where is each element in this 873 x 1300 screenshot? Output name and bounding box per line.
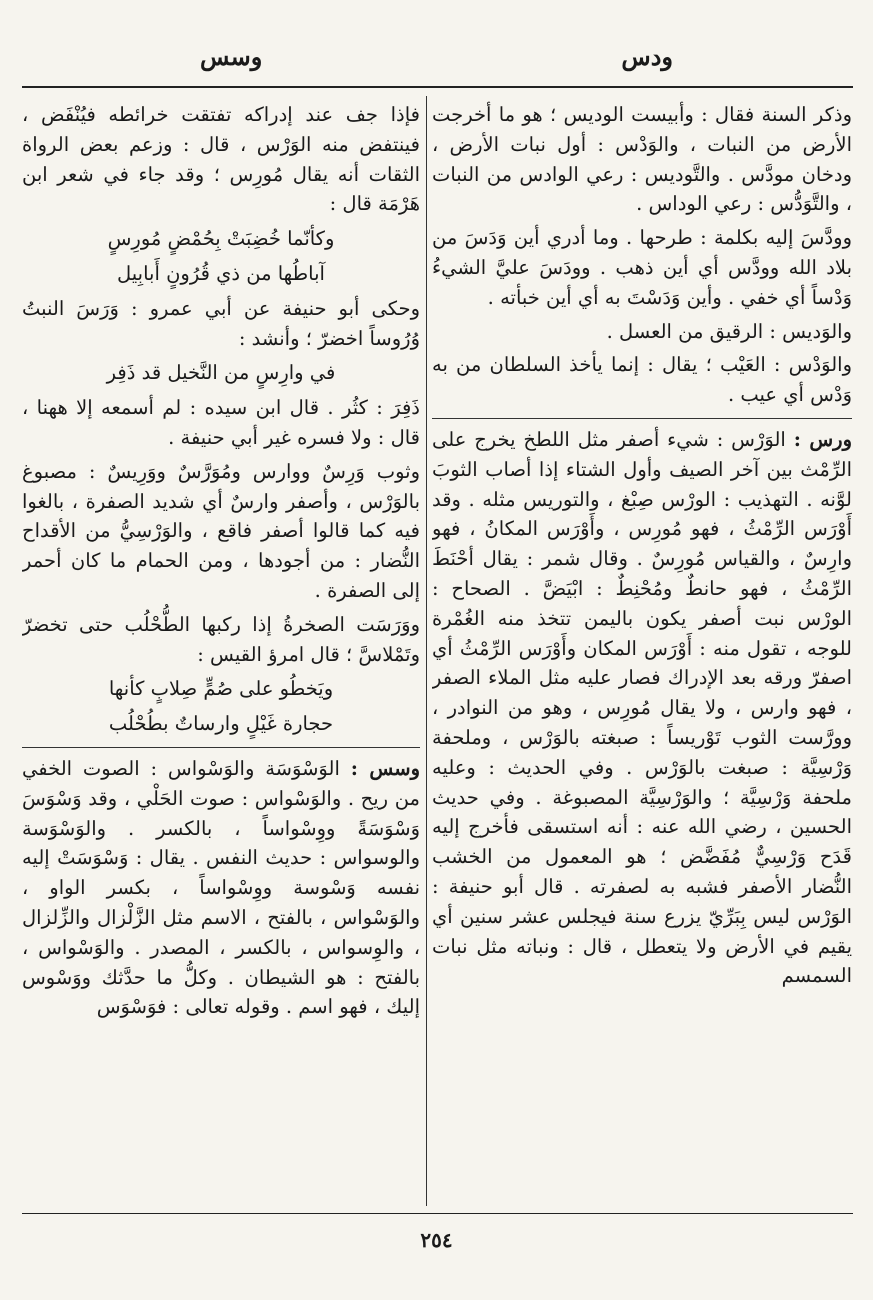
right-column bbox=[432, 100, 852, 1210]
verse-line: آباطُها من ذي قُرُونٍ أَبابِيل bbox=[117, 261, 325, 285]
header-rule bbox=[22, 86, 853, 88]
paragraph: وودَّسَ إليه بكلمة : طرحها . وما أدري أين وَدَسَ من بلاد الله وودَّس أي أين ذهب . وودَسَ عليَّ الشيءُ وَدْساً أي خفي . وأين وَدَسْتَ به أي أين خبأته . bbox=[432, 226, 852, 309]
running-head bbox=[20, 42, 853, 80]
left-column bbox=[22, 100, 420, 1210]
entry-text: الوَسْوَسَة والوَسْواس : الصوت الخفي من ريح . والوَسْواس : صوت الحَلْي ، وقد وَسْوَسَ وَسْوَسَةً ووِسْواساً ، بالكسر . والوَسْوَسة والوسواس : حديث النفس . يقال : وَسْوَسَتْ إليه نفسه وَسْوسة ووِسْواساً ، بكسر الواو ، والوَسْواس ، بالفتح ، الاسم مثل الزَّلْزال والزِّلزال ، والوِسواس ، بالكسر ، المصدر . والوَسْواس ، بالفتح : هو الشيطان . وكلُّ ما حدَّثك ووَسْوس إليك ، فهو اسم . وقوله تعالى : فوَسْوَس bbox=[22, 756, 420, 1019]
paragraph: والوَديس : الرقيق من العسل . bbox=[606, 319, 852, 343]
entry-wrs bbox=[432, 425, 852, 991]
paragraph: ذَفِرَ : كثُر . قال ابن سيده : لم أسمعه إلا ههنا ، قال : ولا فسره غير أبي حنيفة . bbox=[22, 396, 420, 449]
paragraph: وثوب وَرِسٌ ووارس ومُوَرَّسٌ ووَرِيسٌ : مصبوغ بالوَرْس ، وأصفر وارسٌ أي شديد الصفرة ، بالغوا فيه كما قالوا أصفر فاقع ، والوَرْسِيُّ من الأقداح النُّضار : من أجودها ، ومن الحمام ما كان أحمر إلى الصفرة . bbox=[22, 459, 420, 602]
entry-text: الوَرْس : شيء أصفر مثل اللطخ يخرج على الرِّمْث بين آخر الصيف وأول الشتاء إذا أصاب الثوبَ لوَّنه . التهذيب : الورْس صِبْغ ، والتوريس مثله . وقد أَوْرَس الرِّمْثُ ، فهو مُورِس ، وأَوْرَس المكانُ ، فهو وارِسٌ ، والقياس مُورِسٌ . وقال شمر : يقال أحْنَطَ الرِّمْثُ ، فهو حانطٌ ومُحْنِطٌ : ابْيَضَّ . الصحاح : الورْس نبت أصفر يكون باليمن تتخذ منه الغُمْرة للوجه ، تقول منه : أَوْرَس المكان وأَوْرَس الرِّمْثُ أي اصفرّ ورقه بعد الإدراك فصار عليه مثل الملاء الصفر ، فهو وارس ، ولا يقال مُورِس ، وهو من النوادر ، وورَّست الثوب تَوْريساً : صبغته بالوَرْس ، وملحفة وَرْسِيَّة : صبغت بالوَرْس . وفي الحديث : وعليه ملحفة وَرْسِيَّة ؛ والوَرْسِيَّة المصبوغة . وفي حديث الحسين ، رضي الله عنه : أنه استسقى فأخرج إليه قَدَح وَرْسِيٌّ مُفَضَّض ؛ هو المعمول من الخشب النُّضار الأصفر فشبه به لصفرته . قال أبو حنيفة : الوَرْس ليس بِبَرِّيّ يزرع سنة فيجلس عشر سنين أي يقيم في الأرض ولا يتعطل ، قال : ونباته مثل نبات السمسم bbox=[432, 427, 852, 988]
entry-separator bbox=[432, 418, 852, 419]
paragraph: فإذا جف عند إدراكه تفتقت خرائطه فيُنْفَض ، فينتفض منه الوَرْس ، قال : وزعم بعض الرواة الثقات أنه يقال مُورِس ؛ وقد جاء في شعر ابن هَرْمَة قال : bbox=[22, 103, 420, 216]
page-number: ٢٥٤ bbox=[420, 1228, 453, 1252]
paragraph: ووَرَسَت الصخرةُ إذا ركبها الطُّحْلُب حتى تخضرّ وتَمْلاسَّ ؛ قال امرؤ القيس : bbox=[22, 612, 420, 666]
verse-line: حجارة غَيْلٍ وارساتٌ بطُحْلُب bbox=[108, 712, 334, 736]
paragraph: والوَدْس : العَيْب ؛ يقال : إنما يأخذ السلطان من به وَدْس أي عيب . bbox=[432, 353, 852, 407]
running-head-right: ودس bbox=[621, 42, 673, 71]
column-divider bbox=[426, 96, 427, 1206]
verse-line: في وارِسٍ من النَّخيل قد ذَفِر bbox=[106, 361, 336, 385]
entry-headword: وسس : bbox=[350, 756, 420, 780]
verse-line: وكأنّما خُضِبَتْ بِحُمْضٍ مُورِسٍ bbox=[107, 227, 335, 251]
running-head-left: وسس bbox=[200, 42, 263, 71]
paragraph: وحكى أبو حنيفة عن أبي عمرو : وَرَسَ النبتُ وُرُوساً اخضرّ ؛ وأنشد : bbox=[22, 296, 420, 350]
footer-rule bbox=[22, 1213, 853, 1214]
paragraph: وذكر السنة فقال : وأبيست الوديس ؛ هو ما أخرجت الأرض من النبات ، والوَدْس : أول نبات الأرض ، ودخان مودَّس . والتَّوديس : رعي الوادس من النبات ، والتَّوَدُّس : رعي الوداس . bbox=[432, 103, 852, 216]
entry-separator bbox=[22, 747, 420, 748]
entry-headword: ورس : bbox=[793, 427, 852, 451]
entry-wss bbox=[22, 754, 420, 1022]
verse-line: ويَخطُو على صُمٍّ صِلابٍ كأنها bbox=[108, 677, 334, 701]
